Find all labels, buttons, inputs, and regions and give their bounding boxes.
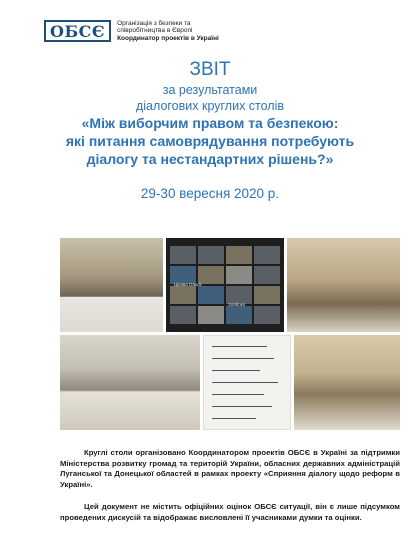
conference-hall-photo bbox=[60, 335, 200, 430]
zoom-participant-name-1: Цікава Ольга bbox=[174, 282, 202, 287]
zoom-call-photo bbox=[166, 238, 284, 332]
osce-logo-text bbox=[117, 20, 219, 43]
osce-logo-mark: ОБСЄ bbox=[44, 20, 111, 42]
report-body bbox=[60, 448, 400, 523]
flipchart-photo bbox=[203, 335, 291, 430]
roundtable-photo-1 bbox=[60, 238, 163, 332]
logo-line-2: співробітництва в Європі bbox=[117, 27, 193, 35]
report-topic-3: діалогу та нестандартних рішень?» bbox=[86, 151, 334, 167]
report-date: 29-30 вересня 2020 р. bbox=[140, 186, 280, 201]
logo-line-3: Координатор проектів в Україні bbox=[117, 34, 219, 42]
roundtable-photo-2 bbox=[287, 238, 400, 332]
report-subtitle-1: за результатами bbox=[162, 83, 258, 97]
report-title: ЗВІТ bbox=[189, 59, 231, 80]
body-paragraph-2: Цей документ не містить офіційних оцінок ОБСЄ ситуації, він є лише підсумком проведених дискусій та відображає висловлені її учасниками думки та оцінки. bbox=[60, 502, 400, 522]
report-topic-2: які питання самоврядування потребують bbox=[65, 133, 355, 149]
photo-collage bbox=[60, 238, 400, 430]
body-paragraph-1: Круглі столи організовано Координатором проектів ОБСЄ в Україні за підтримки Міністерства розвитку громад та територій України, обласних державних адміністрацій Луганської та Донецької областей в рамках проекту «Сприяння діалогу щодо реформ в Україні». bbox=[60, 448, 400, 489]
zoom-participant-name-2: Зоябоко bbox=[228, 302, 246, 307]
report-topic-1: «Між виборчим правом та безпекою: bbox=[81, 115, 339, 131]
report-subtitle-2: діалогових круглих столів bbox=[135, 99, 285, 113]
report-title-block bbox=[0, 58, 420, 202]
roundtable-photo-3 bbox=[294, 335, 400, 430]
osce-logo bbox=[44, 18, 219, 44]
logo-line-1: Організація з безпеки та bbox=[117, 19, 191, 27]
